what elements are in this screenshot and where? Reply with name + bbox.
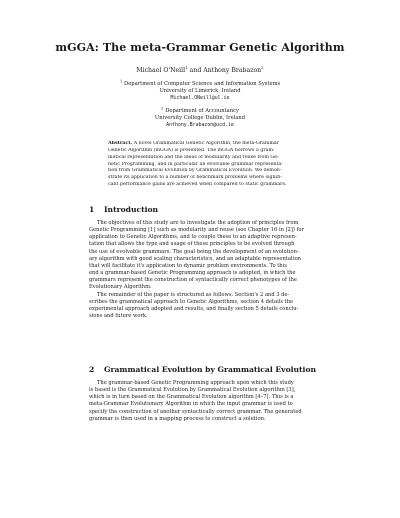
abstract-line: tion from Grammatical Evolution by Grammatical Evolution. We demon- (108, 168, 282, 174)
affiliation-email: Anthony.Brabazon@ucd.ie (166, 121, 234, 128)
author-conjunction: and (189, 67, 202, 74)
abstract-line: netic Programming, and in particular an evolvable grammar representa- (108, 161, 283, 167)
body-line: specify the construction of another syntactically correct grammar. The generated (89, 408, 302, 415)
section-number: 1 (89, 205, 95, 214)
author-line (0, 64, 400, 74)
abstract-text: A novel Grammatical Genetic Algorithm, the meta-Grammar (133, 141, 279, 146)
body-line: meta-Grammar Evolutionary Algorithm in which the input grammar is used to (89, 401, 293, 408)
affiliation-email: Michael.ONeill@ul.ie (170, 94, 230, 101)
body-line: application to Genetic Algorithms, and to couple these to an adaptive represen- (89, 234, 297, 241)
affiliation-mark: 2 (161, 105, 164, 111)
abstract-line: Genetic Algorithm (mGGA) is presented. The mGGA borrows a gram- (108, 147, 275, 153)
body-line: that will facilitate it's application to dynamic problem environments. To this (89, 262, 287, 269)
abstract-line: matical representation and the ideas of modularity and reuse from Ge- (108, 154, 279, 160)
abstract-line (108, 141, 322, 148)
affiliation-line (0, 78, 400, 88)
author-name: Michael O'Neill (136, 67, 186, 74)
author-affiliation-mark: 2 (261, 64, 264, 70)
affiliation-block (0, 105, 400, 128)
abstract-line: strate its application to a number of benchmark problems where signifi- (108, 175, 282, 181)
abstract (108, 141, 322, 189)
body-line: end a grammar-based Genetic Programming approach is adopted, in which the (89, 270, 296, 277)
affiliation-department: Department of Accountancy (165, 108, 239, 114)
section-number: 2 (89, 365, 95, 374)
body-line: the use of evolvable grammars. The goal being the development of an evolution- (89, 248, 299, 255)
section-body-introduction (89, 220, 311, 320)
body-line: Genetic Programming [1] such as modularity and reuse (see Chapter 16 in [2]) for (89, 227, 304, 234)
body-line: The remainder of the paper is structured as follows. Section's 2 and 3 de- (97, 291, 290, 298)
section-heading-introduction (89, 205, 158, 214)
affiliation-line (0, 105, 400, 115)
affiliation-block (0, 78, 400, 101)
abstract-line: cant performance gains are achieved when compared to static grammars. (108, 182, 287, 188)
affiliation-line: University of Limerick, Ireland (159, 87, 241, 94)
affiliation-mark: 1 (119, 78, 123, 84)
author-name: Anthony Brabazon (203, 67, 262, 74)
body-line: scribes the grammatical approach to Genetic Algorithms, section 4 details the (89, 298, 294, 305)
body-line: experimental approach adopted and results, and finally section 5 details conclu- (89, 305, 299, 312)
author-affiliation-mark: 1 (185, 64, 188, 70)
affiliation-department: Department of Computer Science and Information Systems (124, 81, 281, 87)
body-line: Evolutionary Algorithm. (89, 284, 152, 291)
section-heading-ge-by-ge (89, 365, 316, 374)
body-line: sions and future work. (89, 313, 148, 320)
section-title: Grammatical Evolution by Grammatical Evolution (104, 365, 317, 374)
body-line: which is in turn based on the Grammatical Evolution algorithm [4–7]. This is a (89, 394, 294, 401)
paper-title: mGGA: The meta-Grammar Genetic Algorithm (55, 41, 345, 54)
abstract-label: Abstract. (108, 141, 133, 146)
affiliation-line: University College Dublin, Ireland (154, 114, 246, 121)
body-line: ary algorithm with good scaling characteristics, and an adaptable representation (89, 255, 301, 262)
body-line: tation that allows the type and usage of these principles to be evolved through (89, 241, 295, 248)
body-line: The grammar-based Genetic Programming approach upon which this study (97, 380, 294, 386)
body-line: grammars represent the construction of syntactically correct phenotypes of the (89, 277, 297, 284)
body-line: grammar is then used in a mapping process to construct a solution. (89, 415, 266, 422)
body-line: is based is the Grammatical Evolution by Grammatical Evolution algorithm [3], (89, 387, 296, 394)
section-body-ge-by-ge (89, 380, 311, 423)
body-line: The objectives of this study are to investigate the adoption of principles from (97, 220, 299, 226)
section-title: Introduction (104, 205, 159, 214)
